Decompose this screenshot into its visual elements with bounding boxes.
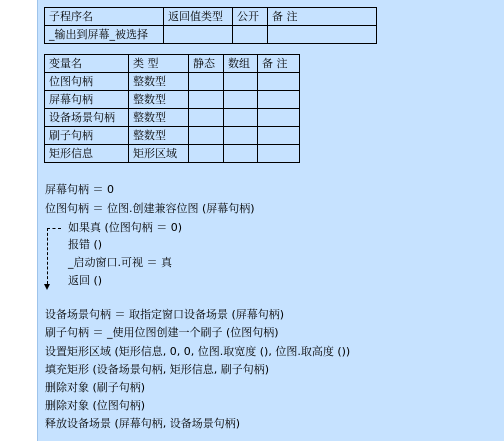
- variable-row[interactable]: [45, 91, 300, 109]
- subroutine-header-row: [45, 8, 377, 26]
- variable-array-cell[interactable]: [224, 91, 258, 109]
- variable-name-cell[interactable]: 刷子句柄: [45, 127, 129, 145]
- subroutine-remark-cell[interactable]: [268, 26, 377, 44]
- variable-remark-cell[interactable]: [258, 109, 300, 127]
- variable-name-cell[interactable]: 屏幕句柄: [45, 91, 129, 109]
- code-line-if-block[interactable]: 如果真 (位图句柄 ＝ 0): [68, 221, 183, 234]
- header-remark: 备 注: [268, 8, 377, 26]
- header-static: 静态: [189, 55, 224, 73]
- code-line[interactable]: 设置矩形区域 (矩形信息, 0, 0, 位图.取宽度 (), 位图.取高度 ()): [45, 345, 351, 358]
- variable-array-cell[interactable]: [224, 127, 258, 145]
- variable-type-cell[interactable]: 整数型: [129, 91, 189, 109]
- local-variable-table: [44, 54, 300, 163]
- variable-remark-cell[interactable]: [258, 91, 300, 109]
- line-number-gutter: [0, 0, 37, 441]
- code-line[interactable]: 位图句柄 ＝ 位图.创建兼容位图 (屏幕句柄): [45, 202, 255, 215]
- variable-type-cell[interactable]: 整数型: [129, 109, 189, 127]
- variable-static-cell[interactable]: [189, 145, 224, 163]
- subroutine-table: [44, 7, 377, 44]
- header-public: 公开: [233, 8, 268, 26]
- return-type-cell[interactable]: [164, 26, 233, 44]
- code-line[interactable]: 释放设备场景 (屏幕句柄, 设备场景句柄): [45, 417, 241, 430]
- code-line[interactable]: 报错 (): [68, 238, 103, 251]
- code-line[interactable]: 设备场景句柄 ＝ 取指定窗口设备场景 (屏幕句柄): [45, 308, 285, 321]
- header-subroutine-name: 子程序名: [45, 8, 164, 26]
- flow-line-start: [47, 228, 61, 229]
- variable-array-cell[interactable]: [224, 73, 258, 91]
- variable-name-cell[interactable]: 位图句柄: [45, 73, 129, 91]
- variable-row[interactable]: [45, 145, 300, 163]
- variable-name-cell[interactable]: 设备场景句柄: [45, 109, 129, 127]
- subroutine-name-cell[interactable]: _输出到屏幕_被选择: [45, 26, 164, 44]
- code-line[interactable]: 删除对象 (位图句柄): [45, 399, 146, 412]
- flow-arrow-down-icon: [44, 284, 50, 290]
- variable-static-cell[interactable]: [189, 127, 224, 145]
- code-line[interactable]: 删除对象 (刷子句柄): [45, 381, 146, 394]
- variable-remark-cell[interactable]: [258, 127, 300, 145]
- header-array: 数组: [224, 55, 258, 73]
- header-variable-name: 变量名: [45, 55, 129, 73]
- subroutine-row[interactable]: [45, 26, 377, 44]
- code-line[interactable]: _启动窗口.可视 ＝ 真: [68, 256, 172, 269]
- variable-name-cell[interactable]: 矩形信息: [45, 145, 129, 163]
- variable-type-cell[interactable]: 整数型: [129, 127, 189, 145]
- variable-row[interactable]: [45, 73, 300, 91]
- variable-static-cell[interactable]: [189, 109, 224, 127]
- code-line[interactable]: 返回 (): [68, 274, 103, 287]
- code-line[interactable]: 屏幕句柄 ＝ 0: [45, 183, 114, 196]
- public-cell[interactable]: [233, 26, 268, 44]
- variable-array-cell[interactable]: [224, 109, 258, 127]
- variable-static-cell[interactable]: [189, 91, 224, 109]
- header-return-type: 返回值类型: [164, 8, 233, 26]
- variable-row[interactable]: [45, 109, 300, 127]
- flow-line-vertical: [47, 228, 48, 284]
- variable-type-cell[interactable]: 矩形区域: [129, 145, 189, 163]
- header-variable-remark: 备 注: [258, 55, 300, 73]
- variable-row[interactable]: [45, 127, 300, 145]
- header-variable-type: 类 型: [129, 55, 189, 73]
- variable-remark-cell[interactable]: [258, 145, 300, 163]
- variable-header-row: [45, 55, 300, 73]
- variable-remark-cell[interactable]: [258, 73, 300, 91]
- code-line[interactable]: 刷子句柄 ＝ _使用位图创建一个刷子 (位图句柄): [45, 326, 279, 339]
- code-line[interactable]: 填充矩形 (设备场景句柄, 矩形信息, 刷子句柄): [45, 363, 270, 376]
- variable-array-cell[interactable]: [224, 145, 258, 163]
- variable-type-cell[interactable]: 整数型: [129, 73, 189, 91]
- variable-static-cell[interactable]: [189, 73, 224, 91]
